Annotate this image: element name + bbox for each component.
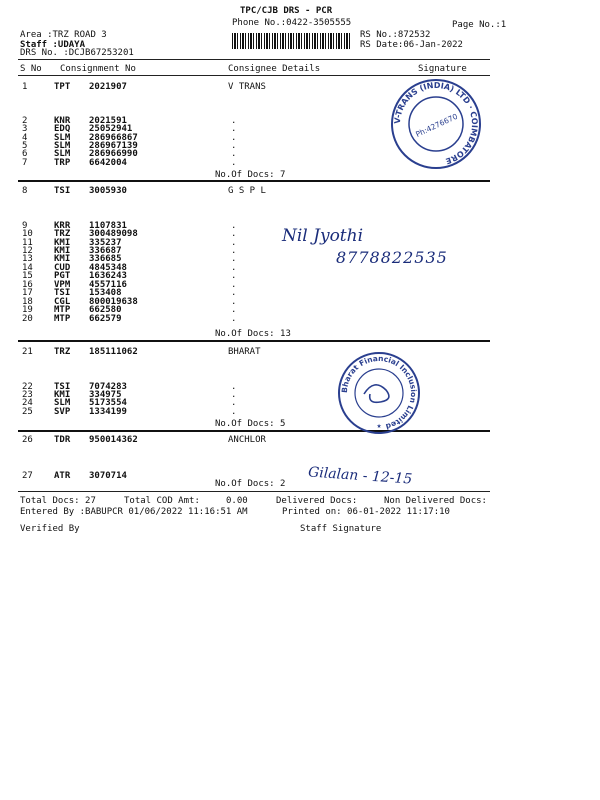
row-sno: 16: [22, 280, 33, 290]
row-sno: 14: [22, 263, 33, 273]
col-sno-header: S No: [20, 64, 42, 74]
row-sno: 4: [22, 133, 28, 143]
row-code: TDR: [54, 435, 71, 445]
row-code: CGL: [54, 297, 71, 307]
row-sno: 15: [22, 271, 33, 281]
handwritten-name: Nil Jyothi: [282, 226, 364, 246]
table-row: [0, 407, 500, 417]
row-number: 800019638: [89, 297, 138, 307]
row-sno: 9: [22, 221, 28, 231]
divider: [18, 59, 490, 60]
detail-dot: .: [231, 254, 237, 264]
row-code: PGT: [54, 271, 71, 281]
bharat-stamp: [336, 350, 422, 436]
col-signature-header: Signature: [418, 64, 467, 74]
detail-dot: .: [231, 158, 237, 168]
detail-dot: .: [231, 390, 237, 400]
row-sno: 1: [22, 82, 28, 92]
vtrans-stamp-ring: V-TRANS (INDIA) LTD · COIMBATORE: [392, 80, 480, 166]
entered-by: Entered By :BABUPCR 01/06/2022 11:16:51 AM: [20, 507, 248, 517]
detail-dot: .: [231, 229, 237, 239]
consignee-name: BHARAT: [228, 347, 261, 357]
detail-dot: .: [231, 305, 237, 315]
vtrans-stamp: [388, 76, 484, 172]
docs-count: No.Of Docs: 2: [215, 479, 286, 489]
row-number: 4557116: [89, 280, 127, 290]
detail-dot: .: [231, 280, 237, 290]
row-number: 336685: [89, 254, 122, 264]
row-sno: 12: [22, 246, 33, 256]
row-sno: 3: [22, 124, 28, 134]
row-number: 286966867: [89, 133, 138, 143]
row-sno: 8: [22, 186, 28, 196]
detail-dot: .: [231, 124, 237, 134]
row-sno: 6: [22, 149, 28, 159]
row-sno: 5: [22, 141, 28, 151]
divider: [18, 340, 490, 342]
col-consignee-header: Consignee Details: [228, 64, 321, 74]
staff-signature: Staff Signature: [300, 524, 382, 534]
row-code: SLM: [54, 149, 71, 159]
detail-dot: .: [231, 116, 237, 126]
row-number: 2021591: [89, 116, 127, 126]
row-code: TSI: [54, 288, 71, 298]
row-number: 286966990: [89, 149, 138, 159]
row-sno: 17: [22, 288, 33, 298]
row-code: SLM: [54, 398, 71, 408]
table-row: [0, 314, 500, 324]
row-number: 6642004: [89, 158, 127, 168]
row-sno: 11: [22, 238, 33, 248]
delivered-docs: Delivered Docs:: [276, 496, 358, 506]
row-code: ATR: [54, 471, 71, 481]
detail-dot: .: [231, 263, 237, 273]
total-docs: Total Docs: 27: [20, 496, 96, 506]
detail-dot: .: [231, 149, 237, 159]
docs-count: No.Of Docs: 5: [215, 419, 286, 429]
verified-by: Verified By: [20, 524, 80, 534]
row-sno: 19: [22, 305, 33, 315]
row-code: TPT: [54, 82, 71, 92]
row-number: 1107831: [89, 221, 127, 231]
phone-number: Phone No.:0422-3505555: [232, 18, 352, 28]
row-code: CUD: [54, 263, 71, 273]
row-code: TSI: [54, 186, 71, 196]
row-number: 334975: [89, 390, 122, 400]
handwritten-signature: Gilalan - 12-15: [307, 464, 413, 488]
row-code: KNR: [54, 116, 71, 126]
row-number: 662579: [89, 314, 122, 324]
row-sno: 21: [22, 347, 33, 357]
row-code: TSI: [54, 382, 71, 392]
row-number: 5173554: [89, 398, 127, 408]
row-code: EDQ: [54, 124, 71, 134]
detail-dot: .: [231, 314, 237, 324]
row-code: TRZ: [54, 229, 71, 239]
vtrans-stamp-code: Ph:4276670: [414, 111, 460, 139]
row-sno: 20: [22, 314, 33, 324]
row-code: TRP: [54, 158, 71, 168]
bharat-stamp-ring: Bharat Financial Inclusion Limited: [339, 353, 419, 432]
row-sno: 13: [22, 254, 33, 264]
page-number: Page No.:1: [452, 20, 507, 30]
row-number: 335237: [89, 238, 122, 248]
row-code: KMI: [54, 238, 71, 248]
row-code: MTP: [54, 305, 71, 315]
row-number: 3005930: [89, 186, 127, 196]
docs-count: No.Of Docs: 13: [215, 329, 291, 339]
detail-dot: .: [231, 288, 237, 298]
divider: [18, 180, 490, 182]
consignee-name: G S P L: [228, 186, 266, 196]
row-code: VPM: [54, 280, 71, 290]
row-sno: 18: [22, 297, 33, 307]
row-number: 662580: [89, 305, 122, 315]
detail-dot: .: [231, 407, 237, 417]
consignee-name: ANCHLOR: [228, 435, 266, 445]
row-number: 286967139: [89, 141, 138, 151]
staff-label: Staff :UDAYA: [20, 40, 86, 50]
row-number: 300489098: [89, 229, 138, 239]
row-number: 7074283: [89, 382, 127, 392]
row-sno: 24: [22, 398, 33, 408]
row-number: 185111062: [89, 347, 138, 357]
detail-dot: .: [231, 271, 237, 281]
row-sno: 23: [22, 390, 33, 400]
row-sno: 26: [22, 435, 33, 445]
divider: [18, 491, 490, 492]
row-sno: 25: [22, 407, 33, 417]
row-code: KMI: [54, 254, 71, 264]
svg-text:Bharat Financial Inclusion Lim: [340, 354, 418, 431]
row-number: 2021907: [89, 82, 127, 92]
detail-dot: .: [231, 297, 237, 307]
row-code: KMI: [54, 390, 71, 400]
area-label: Area :TRZ ROAD 3: [20, 30, 107, 40]
row-code: TRZ: [54, 347, 71, 357]
row-number: 4845348: [89, 263, 127, 273]
row-sno: 22: [22, 382, 33, 392]
document-title: TPC/CJB DRS - PCR: [240, 6, 333, 16]
handwritten-phone: 8778822535: [336, 248, 448, 267]
rs-date: RS Date:06-Jan-2022: [360, 40, 463, 50]
row-code: SLM: [54, 133, 71, 143]
row-sno: 27: [22, 471, 33, 481]
docs-count: No.Of Docs: 7: [215, 170, 286, 180]
total-cod-value: 0.00: [226, 496, 248, 506]
total-cod-label: Total COD Amt:: [124, 496, 200, 506]
col-consignment-header: Consignment No: [60, 64, 136, 74]
svg-text:★: ★: [376, 421, 382, 430]
row-number: 950014362: [89, 435, 138, 445]
drs-number: DRS No. :DCJB67253201: [20, 48, 134, 58]
detail-dot: .: [231, 221, 237, 231]
row-number: 1636243: [89, 271, 127, 281]
row-number: 336687: [89, 246, 122, 256]
detail-dot: .: [231, 238, 237, 248]
row-number: 3070714: [89, 471, 127, 481]
detail-dot: .: [231, 133, 237, 143]
barcode-image: [232, 33, 350, 49]
row-code: SVP: [54, 407, 71, 417]
detail-dot: .: [231, 246, 237, 256]
detail-dot: .: [231, 398, 237, 408]
rs-number: RS No.:872532: [360, 30, 431, 40]
row-code: SLM: [54, 141, 71, 151]
printed-on: Printed on: 06-01-2022 11:17:10: [282, 507, 450, 517]
row-number: 25052941: [89, 124, 133, 134]
detail-dot: .: [231, 382, 237, 392]
row-code: KMI: [54, 246, 71, 256]
consignee-name: V TRANS: [228, 82, 266, 92]
row-code: MTP: [54, 314, 71, 324]
row-sno: 7: [22, 158, 28, 168]
row-code: KRR: [54, 221, 71, 231]
row-sno: 2: [22, 116, 28, 126]
detail-dot: .: [231, 141, 237, 151]
row-number: 153408: [89, 288, 122, 298]
non-delivered-docs: Non Delivered Docs:: [384, 496, 487, 506]
row-number: 1334199: [89, 407, 127, 417]
row-sno: 10: [22, 229, 33, 239]
